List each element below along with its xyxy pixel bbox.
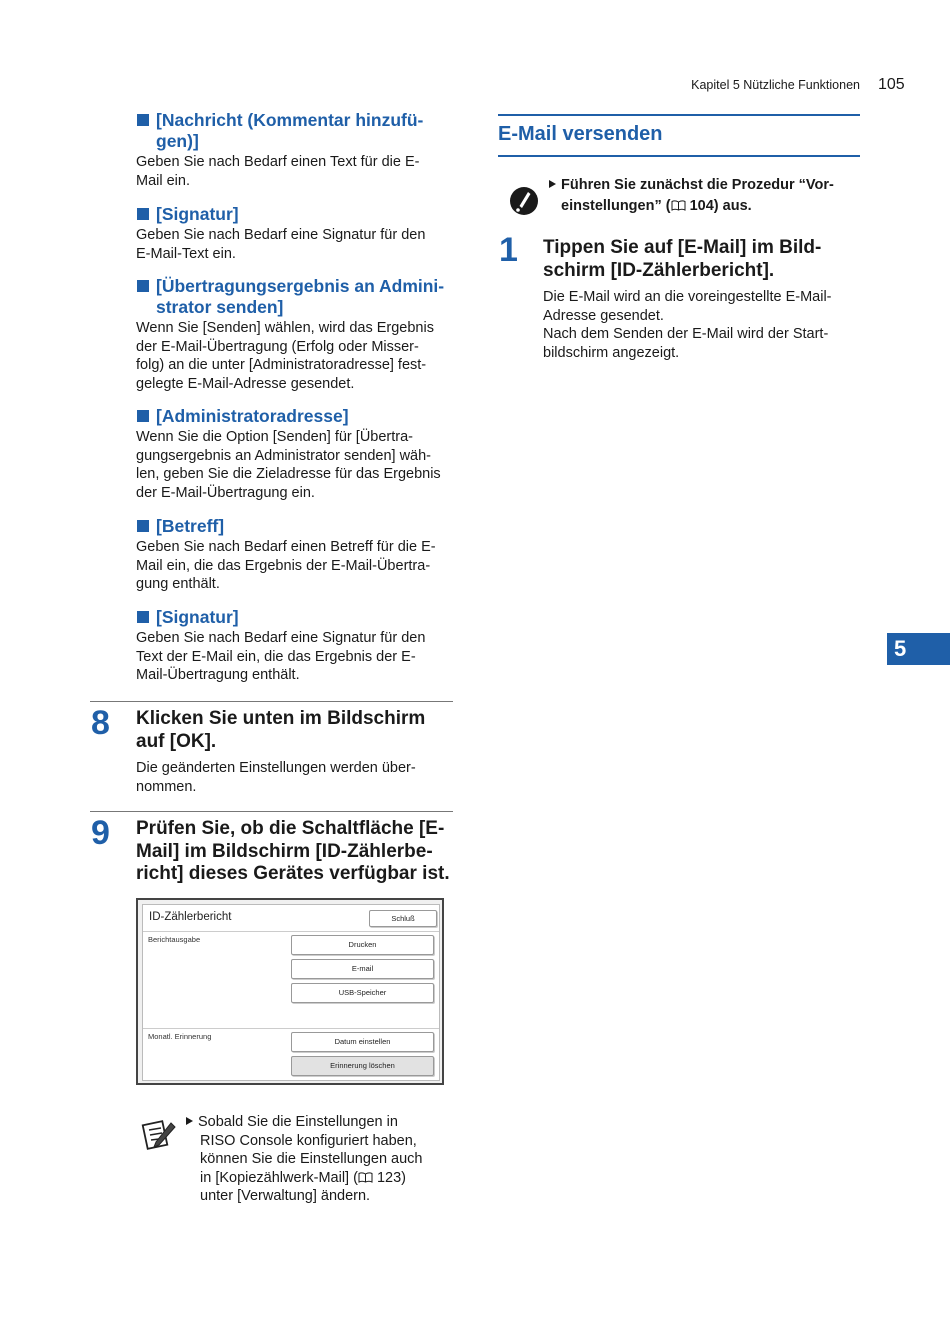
body-line: folg) an die unter [Administratoradresse] fest- <box>136 357 427 373</box>
section-body <box>136 319 456 393</box>
note-line: einstellungen” ( <box>561 197 671 214</box>
title-line: Mail] im Bildschirm [ID-Zählerbe- <box>136 840 433 862</box>
body-line: Nach dem Senden der E-Mail wird der Start- <box>543 326 829 342</box>
section-signatur-2 <box>136 607 456 685</box>
title-line: Prüfen Sie, ob die Schaltfläche [E- <box>136 818 445 839</box>
section-uebertragungsergebnis <box>136 276 456 393</box>
title-line: auf [OK]. <box>136 730 217 752</box>
title-line: [Signatur] <box>156 204 239 224</box>
square-bullet-icon <box>137 410 149 422</box>
book-icon <box>358 1170 373 1186</box>
note-line: unter [Verwaltung] ändern. <box>200 1188 371 1204</box>
section-nachricht <box>136 110 456 190</box>
page-number: 105 <box>878 76 905 93</box>
section-label: Monatl. Erinnerung <box>148 1032 212 1041</box>
title-line: Klicken Sie unten im Bildschirm <box>136 708 426 729</box>
note-ref: 123) <box>376 1169 407 1186</box>
body-line: Mail ein. <box>136 172 190 189</box>
title-line: [Nachricht (Kommentar hinzufü- <box>156 110 424 130</box>
body-line: gungsergebnis an Administrator senden] wäh- <box>136 447 432 464</box>
body-line: gung enthält. <box>136 576 220 592</box>
body-line: Geben Sie nach Bedarf einen Betreff für die E- <box>136 539 436 555</box>
body-line: nommen. <box>136 778 197 795</box>
body-line: Adresse gesendet. <box>543 307 664 324</box>
book-icon <box>671 198 686 214</box>
body-line: der E-Mail-Übertragung ein. <box>136 484 315 501</box>
note-ref: 104) aus. <box>689 197 752 214</box>
step-divider <box>90 701 453 702</box>
title-line: strator senden] <box>156 297 284 317</box>
note-line: in [Kopiezählwerk-Mail] ( <box>200 1169 358 1186</box>
bottom-note <box>186 1113 423 1206</box>
section-betreff <box>136 516 456 594</box>
step-title <box>136 708 425 753</box>
chapter-tab <box>887 633 950 665</box>
body-line: gelegte E-Mail-Adresse gesendet. <box>136 375 355 392</box>
body-line: len, geben Sie die Zieladresse für das Ergebnis <box>136 466 441 482</box>
title-line: [Übertragungsergebnis an Admini- <box>156 276 445 296</box>
prerequisite-note <box>549 176 834 215</box>
section-title <box>136 516 456 537</box>
title-line: gen)] <box>156 131 199 151</box>
triangle-bullet-icon <box>549 180 556 188</box>
body-line: der E-Mail-Übertragung (Erfolg oder Misser- <box>136 338 419 355</box>
note-line: Führen Sie zunächst die Prozedur “Vor- <box>561 177 834 193</box>
step-number: 9 <box>91 814 110 852</box>
section-body <box>136 226 456 263</box>
title-line: richt] dieses Gerätes verfügbar ist. <box>136 863 450 884</box>
section-signatur-1 <box>136 204 456 263</box>
screen-title: ID-Zählerbericht <box>149 911 232 923</box>
section-heading-email <box>498 114 860 157</box>
screenshot-id-zaehlerbericht <box>136 898 444 1085</box>
section-title <box>136 607 456 628</box>
email-button[interactable]: E-mail <box>291 959 434 979</box>
chapter-tab-number: 5 <box>894 636 907 661</box>
body-line: Wenn Sie [Senden] wählen, wird das Ergebnis <box>136 320 434 336</box>
step-number: 8 <box>91 704 110 742</box>
step-title <box>136 818 450 886</box>
section-title <box>136 406 456 427</box>
step-body <box>136 759 416 796</box>
clear-reminder-button[interactable]: Erinnerung löschen <box>291 1056 434 1076</box>
section-heading-text: E-Mail versenden <box>498 123 663 145</box>
usb-memory-button[interactable]: USB-Speicher <box>291 983 434 1003</box>
square-bullet-icon <box>137 208 149 220</box>
section-body <box>136 538 456 594</box>
note-line: Sobald Sie die Einstellungen in <box>198 1114 398 1130</box>
square-bullet-icon <box>137 280 149 292</box>
memo-pencil-icon <box>141 1117 177 1153</box>
body-line: Mail-Übertragung enthält. <box>136 667 300 683</box>
divider <box>143 1028 439 1029</box>
body-line: Geben Sie nach Bedarf einen Text für die E- <box>136 154 420 170</box>
divider <box>143 931 439 932</box>
triangle-bullet-icon <box>186 1117 193 1125</box>
note-line: RISO Console konfiguriert haben, <box>200 1132 417 1149</box>
title-line: [Signatur] <box>156 607 239 627</box>
close-button[interactable]: Schluß <box>369 910 437 927</box>
print-button[interactable]: Drucken <box>291 935 434 955</box>
step-number: 1 <box>499 231 518 269</box>
section-administratoradresse <box>136 406 456 502</box>
square-bullet-icon <box>137 114 149 126</box>
square-bullet-icon <box>137 520 149 532</box>
section-title <box>136 204 456 225</box>
title-line: [Administratoradresse] <box>156 406 349 426</box>
title-line: Tippen Sie auf [E-Mail] im Bild- <box>543 237 822 258</box>
square-bullet-icon <box>137 611 149 623</box>
title-line: schirm [ID-Zählerbericht]. <box>543 259 775 281</box>
title-line: [Betreff] <box>156 516 225 536</box>
chapter-header: Kapitel 5 Nützliche Funktionen <box>691 78 860 92</box>
body-line: Wenn Sie die Option [Senden] für [Übertra- <box>136 429 413 445</box>
section-title <box>136 276 456 318</box>
body-line: Die geänderten Einstellungen werden über- <box>136 760 416 776</box>
section-label: Berichtausgabe <box>148 935 201 944</box>
body-line: Die E-Mail wird an die voreingestellte E-Mail- <box>543 289 832 305</box>
check-important-icon <box>509 186 539 216</box>
section-body <box>136 153 456 190</box>
section-title <box>136 110 456 152</box>
step-title <box>543 237 821 282</box>
note-line: können Sie die Einstellungen auch <box>200 1151 423 1167</box>
section-body <box>136 428 456 502</box>
section-body <box>136 629 456 685</box>
set-date-button[interactable]: Datum einstellen <box>291 1032 434 1052</box>
body-line: Text der E-Mail ein, die das Ergebnis der E- <box>136 648 416 665</box>
body-line: Mail ein, die das Ergebnis der E-Mail-Übertra- <box>136 557 431 574</box>
step-divider <box>90 811 453 812</box>
body-line: Geben Sie nach Bedarf eine Signatur für den <box>136 227 426 243</box>
body-line: E-Mail-Text ein. <box>136 245 236 262</box>
body-line: Geben Sie nach Bedarf eine Signatur für den <box>136 630 426 646</box>
step-body <box>543 288 832 362</box>
body-line: bildschirm angezeigt. <box>543 344 680 361</box>
screen-panel <box>142 904 440 1081</box>
